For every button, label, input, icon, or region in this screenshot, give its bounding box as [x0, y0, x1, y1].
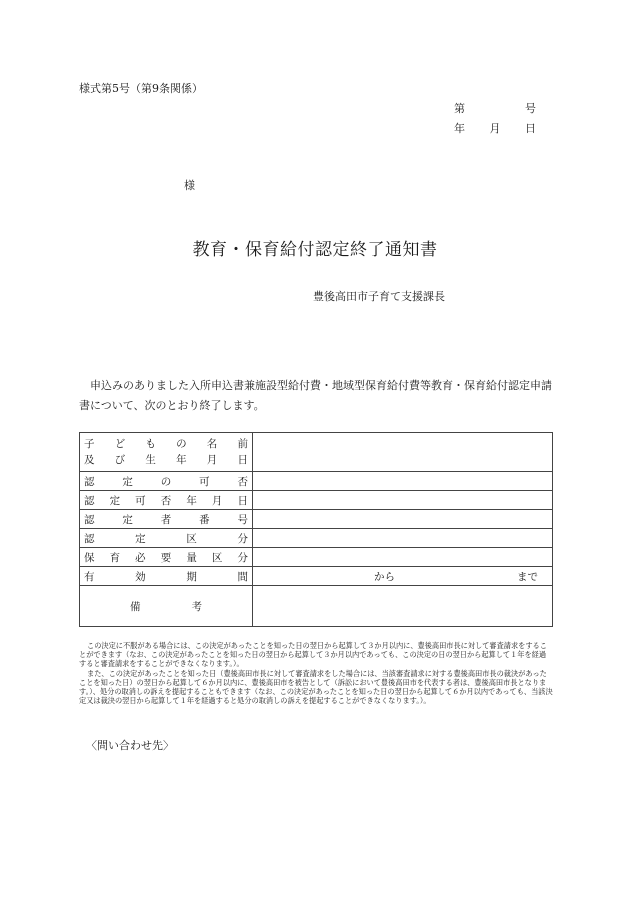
- label-char: 考: [191, 600, 202, 613]
- label-childcare-need: [80, 548, 253, 567]
- label-char: 番: [199, 513, 210, 526]
- form-number: 様式第5号（第9条関係）: [79, 82, 203, 95]
- until-label: まで: [517, 570, 538, 583]
- date-day: 日: [525, 122, 536, 135]
- label-char: 月: [211, 494, 223, 507]
- table-row-cert-number: [80, 510, 553, 529]
- issuer: 豊後高田市子育て支援課長: [313, 290, 445, 303]
- number-prefix: 第: [454, 102, 465, 115]
- date-year: 年: [454, 122, 465, 135]
- label-char: の: [176, 438, 187, 450]
- appeal-notice: [79, 641, 553, 705]
- label-char: 可: [135, 494, 146, 507]
- table-row-childcare-need: [80, 548, 553, 567]
- label-char: び: [114, 454, 126, 466]
- contact-label: 〈問い合わせ先〉: [86, 739, 174, 752]
- table-row-remarks: [80, 586, 553, 627]
- value-cert-number: [253, 510, 553, 529]
- label-validity-period: [80, 567, 253, 586]
- label-char: 区: [211, 551, 223, 564]
- table-row-child-name: [80, 433, 553, 472]
- value-cert-category: [253, 529, 553, 548]
- label-char: 認: [84, 494, 95, 507]
- label-char: 名: [206, 438, 218, 450]
- label-char: 保: [84, 551, 95, 564]
- label-char: ど: [114, 438, 126, 450]
- body-text: 申込みのありました入所申込書兼施設型給付費・地域型保育給付費等教育・保育給付認定申請書について、次のとおり終了します。: [79, 379, 552, 412]
- label-char: 要: [160, 551, 172, 564]
- value-approval: [253, 472, 553, 491]
- label-char: 認: [84, 513, 95, 526]
- date-month: 月: [489, 122, 501, 135]
- label-char: 期: [186, 570, 197, 583]
- table-row-validity-period: [80, 567, 553, 586]
- table-row-approval: [80, 472, 553, 491]
- label-char: 日: [237, 454, 248, 466]
- label-char: 認: [84, 475, 95, 488]
- value-child-name: [253, 433, 553, 472]
- label-char: 定: [135, 532, 146, 545]
- label-char: 間: [237, 570, 248, 583]
- label-cert-category: [80, 529, 253, 548]
- label-char: 分: [237, 551, 248, 564]
- document-title: 教育・保育給付認定終了通知書: [192, 240, 438, 260]
- label-char: 育: [109, 551, 121, 564]
- label-char: 分: [237, 532, 248, 545]
- value-approval-date: [253, 491, 553, 510]
- value-childcare-need: [253, 548, 553, 567]
- label-char: 者: [160, 513, 172, 526]
- label-remarks: [80, 586, 253, 627]
- label-char: の: [160, 475, 172, 488]
- document-number: [454, 100, 536, 116]
- label-char: 年: [176, 454, 187, 466]
- label-char: 定: [109, 494, 121, 507]
- appeal-notice-paragraph-2: また、この決定があったことを知った日（豊後高田市長に対して審査請求をした場合には、当該審査請求に対する豊後高田市長の裁決があったことを知った日）の翌日から起算して６か月以内に、豊後高田市を被告として（訴訟において豊後高田市を代表する者は、豊後高田市長となります。）、処分の取消しの訴えを提起することもできます（なお、この決定があったことを知った日の翌日から起算して６か月以内であっても、当該決定又は裁決の翌日から起算して１年を経過すると処分の取消しの訴えを提起することができなくなります。）。: [79, 668, 553, 706]
- from-label: から: [374, 570, 395, 583]
- value-validity-period: [253, 567, 553, 586]
- label-char: 効: [135, 570, 146, 583]
- label-char: 区: [186, 532, 197, 545]
- label-char: 備: [130, 600, 141, 613]
- info-table: [79, 432, 553, 627]
- label-char: 否: [160, 494, 172, 507]
- label-char: 生: [145, 454, 156, 466]
- label-cert-number: [80, 510, 253, 529]
- label-char: 子: [84, 438, 95, 450]
- label-char: 前: [237, 438, 248, 450]
- label-char: 月: [206, 454, 218, 466]
- label-char: も: [145, 438, 156, 450]
- number-suffix: 号: [525, 102, 536, 115]
- table-row-approval-date: [80, 491, 553, 510]
- table-row-cert-category: [80, 529, 553, 548]
- label-char: 日: [237, 494, 248, 507]
- label-char: 有: [84, 570, 95, 583]
- label-char: 可: [199, 475, 210, 488]
- label-char: 否: [237, 475, 248, 488]
- label-approval: [80, 472, 253, 491]
- appeal-notice-paragraph-1: この決定に不服がある場合には、この決定があったことを知った日の翌日から起算して３か月以内に、豊後高田市長に対して審査請求をすることができます（なお、この決定があったことを知った日の翌日から起算して３か月以内であっても、この決定の日の翌日から起算して１年を経過すると審査請求をすることができなくなります。）。: [79, 641, 547, 669]
- label-approval-date: [80, 491, 253, 510]
- document-date: [454, 120, 536, 136]
- value-remarks: [253, 586, 553, 627]
- label-char: 量: [186, 551, 197, 564]
- label-char: 及: [84, 454, 95, 466]
- label-char: 必: [135, 551, 146, 564]
- label-char: 認: [84, 532, 95, 545]
- addressee-suffix: 様: [184, 179, 195, 192]
- label-child-name: [80, 433, 253, 472]
- label-char: 年: [186, 494, 197, 507]
- label-char: 号: [237, 513, 248, 526]
- label-char: 定: [122, 475, 133, 488]
- label-char: 定: [122, 513, 133, 526]
